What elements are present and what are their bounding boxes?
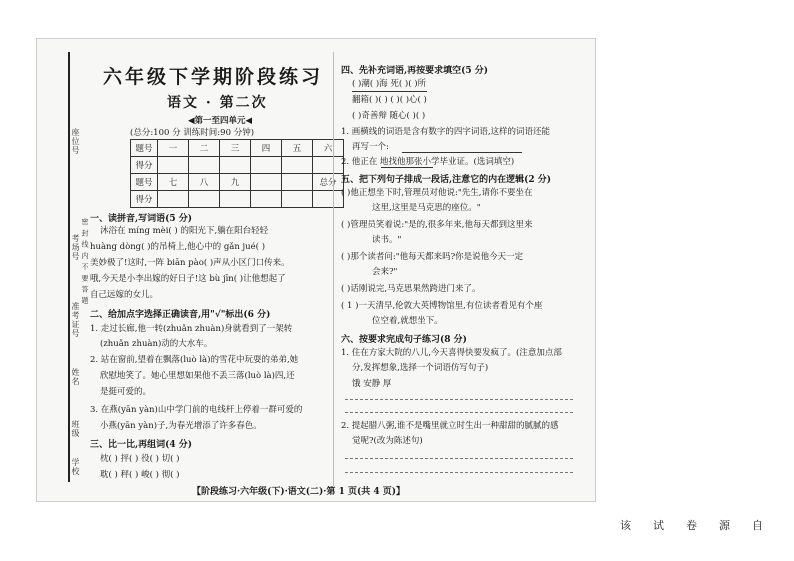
score-input[interactable] bbox=[282, 157, 313, 174]
section-6-question: 觉呢?(改为陈述句) bbox=[352, 436, 423, 446]
section-5-item: 会来?" bbox=[372, 267, 398, 277]
score-row-4 bbox=[131, 191, 344, 208]
seal-border-line bbox=[68, 52, 71, 482]
score-cell: 六 bbox=[313, 140, 344, 157]
section-4-line: ( )潮( )海 死( )( )所 bbox=[352, 79, 427, 89]
score-cell: 得分 bbox=[131, 157, 158, 174]
section-5-item: 这里,这里是马克思的座位。" bbox=[372, 203, 481, 213]
section-5-item: 位空着,就想坐下。 bbox=[372, 316, 443, 326]
section-2-line: 3. 在燕(yān yàn)山中学门前的电线杆上停着一群可爱的 bbox=[90, 405, 303, 415]
score-cell: 八 bbox=[189, 174, 220, 191]
score-cell: 一 bbox=[158, 140, 189, 157]
score-input[interactable] bbox=[220, 157, 251, 174]
score-cell: 九 bbox=[220, 174, 251, 191]
school-label: 学校 bbox=[71, 458, 80, 476]
section-5-item: ( 1 )一天清早,伦敦大英博物馆里,有位读者看见有个座 bbox=[341, 301, 543, 311]
score-input[interactable] bbox=[220, 191, 251, 208]
score-input[interactable] bbox=[251, 157, 282, 174]
seal-line-text: 密 封 线 内 不 要 答 题 bbox=[81, 218, 89, 305]
section-1-line: 美妙极了!这时,一阵 biān pào( )声从小区门口传来。 bbox=[90, 258, 290, 268]
answer-line[interactable] bbox=[381, 167, 433, 168]
score-cell: 四 bbox=[251, 140, 282, 157]
section-4-question: 再写一个: bbox=[352, 142, 389, 152]
score-cell: 三 bbox=[220, 140, 251, 157]
score-row-3 bbox=[131, 174, 344, 191]
score-cell: 题号 bbox=[131, 140, 158, 157]
score-input[interactable] bbox=[158, 157, 189, 174]
score-cell: 七 bbox=[158, 174, 189, 191]
section-6-question: 2. 提起腊八粥,谁不是嘴里就立时生出一种甜甜的腻腻的感 bbox=[341, 421, 559, 431]
exam-room-label: 考场号 bbox=[71, 234, 80, 261]
section-5-item: 读书。" bbox=[372, 235, 402, 245]
score-row-1 bbox=[131, 140, 344, 157]
answer-line[interactable] bbox=[345, 458, 573, 459]
section-1-line: 自己远嫁的女儿。 bbox=[90, 290, 159, 300]
section-2-line: 欣慰地笑了。她心里想如果他不丢三落(luò là)四,还 bbox=[100, 371, 295, 381]
score-cell: 五 bbox=[282, 140, 313, 157]
page-footer: 【阶段练习·六年级(下)·语文(二)·第 1 页(共 4 页)】 bbox=[192, 487, 406, 497]
watermark-char: 该 bbox=[620, 519, 631, 532]
ticket-no-label: 准考证号 bbox=[71, 302, 80, 338]
page-subtitle: 语文 · 第二次 bbox=[167, 95, 268, 111]
section-2-line: 2. 站在窗前,望着在飘落(luò là)的雪花中玩耍的弟弟,她 bbox=[90, 355, 299, 365]
section-6-words: 饿 安静 厚 bbox=[352, 379, 392, 389]
section-4-question: 2. 他正在 地找他那张小学毕业证。(选词填空) bbox=[341, 157, 515, 167]
section-5-title: 五、把下列句子排成一段话,注意它的内在逻辑(2 分) bbox=[341, 175, 552, 185]
score-row-2 bbox=[131, 157, 344, 174]
section-3-line: 枕( ) 抨( ) 役( ) 切( ) bbox=[100, 454, 180, 464]
section-6-question: 1. 住在方家大院的八儿,今天喜得快要发疯了。(注意加点部 bbox=[341, 348, 562, 358]
section-2-line: 1. 走过长廊,他一转(zhuǎn zhuàn)身就看到了一架转 bbox=[90, 324, 293, 334]
section-1-line: 沐浴在 míng mèi( ) 的阳光下,躺在阳台轻轻 bbox=[100, 226, 269, 236]
section-3-line: 耽( ) 秤( ) 峻( ) 彻( ) bbox=[100, 470, 180, 480]
answer-line[interactable] bbox=[345, 472, 573, 473]
score-input[interactable] bbox=[251, 191, 282, 208]
watermark-char: 试 bbox=[653, 519, 664, 532]
section-1-line: huàng dòng( )的吊椅上,他心中的 gǎn jué( ) bbox=[90, 242, 266, 252]
section-6-title: 六、按要求完成句子练习(8 分) bbox=[341, 335, 467, 345]
section-5-item: ( )管理员笑着说:"是的,很多年来,他每天都到这里来 bbox=[341, 220, 533, 230]
underline bbox=[352, 91, 427, 92]
score-cell: 二 bbox=[189, 140, 220, 157]
name-label: 姓名 bbox=[71, 368, 80, 386]
score-cell: 题号 bbox=[131, 174, 158, 191]
watermark-char: 卷 bbox=[686, 519, 697, 532]
score-cell bbox=[251, 174, 282, 191]
score-input[interactable] bbox=[282, 191, 313, 208]
watermark-char: 源 bbox=[719, 519, 730, 532]
answer-line[interactable] bbox=[345, 399, 573, 400]
score-table bbox=[130, 139, 344, 208]
score-input[interactable] bbox=[313, 157, 344, 174]
section-2-title: 二、给加点字选择正确读音,用"√"标出(6 分) bbox=[90, 310, 271, 320]
section-1-title: 一、读拼音,写词语(5 分) bbox=[90, 214, 193, 224]
class-label: 班级 bbox=[71, 420, 80, 438]
score-cell: 总分 bbox=[313, 174, 344, 191]
section-4-title: 四、先补充词语,再按要求填空(5 分) bbox=[341, 66, 489, 76]
section-4-line: 翻箱( )( ) ( )( )心( ) bbox=[352, 95, 427, 105]
section-1-line: 哦,今天是小李出嫁的好日子!这 bù jīn( )让他想起了 bbox=[90, 274, 286, 284]
section-6-question: 分,发挥想象,选择一个词语仿写句子) bbox=[352, 363, 489, 373]
section-4-line: ( )奇善辩 随心( )( ) bbox=[352, 111, 426, 121]
section-3-title: 三、比一比,再组词(4 分) bbox=[90, 440, 193, 450]
watermark-char: 自 bbox=[752, 519, 763, 532]
seal-strip bbox=[36, 38, 89, 500]
section-5-item: ( )话刚说完,马克思果然跨进门来了。 bbox=[341, 284, 481, 294]
section-4-question: 1. 画横线的词语是含有数字的四字词语,这样的词语还能 bbox=[341, 127, 551, 137]
exam-meta: (总分:100 分 训练时间:90 分钟) bbox=[130, 128, 255, 138]
section-5-item: ( )那个读者问:"他每天都来吗?你是说他今天一定 bbox=[341, 252, 524, 262]
score-cell: 得分 bbox=[131, 191, 158, 208]
section-5-item: ( )他正想坐下时,管理员对他说:"先生,请你不要坐在 bbox=[341, 188, 533, 198]
score-input[interactable] bbox=[158, 191, 189, 208]
score-input[interactable] bbox=[189, 157, 220, 174]
page-title: 六年级下学期阶段练习 bbox=[103, 66, 324, 88]
section-2-line: 小燕(yān yàn)子,为春光增添了许多春色。 bbox=[100, 421, 262, 431]
units-label: ◀第一至四单元◀ bbox=[188, 116, 253, 126]
seat-no-label: 座位号 bbox=[71, 128, 80, 155]
section-2-line: 是挺可爱的。 bbox=[100, 387, 152, 397]
score-input[interactable] bbox=[313, 191, 344, 208]
answer-line[interactable] bbox=[402, 152, 522, 153]
section-2-line: (zhuǎn zhuàn)动的大水车。 bbox=[100, 339, 213, 349]
score-cell bbox=[282, 174, 313, 191]
score-input[interactable] bbox=[189, 191, 220, 208]
column-divider bbox=[333, 52, 334, 486]
answer-line[interactable] bbox=[345, 412, 573, 413]
